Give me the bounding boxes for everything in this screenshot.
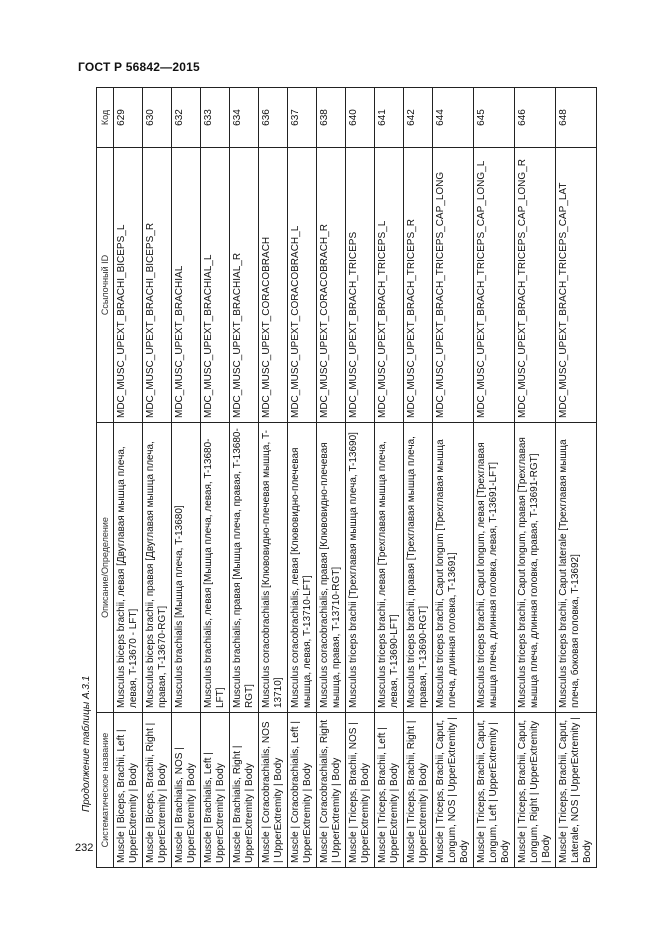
table-row: [259, 88, 288, 868]
description-cell: Musculus triceps brachii, Caput longum, левая [Трехглавая мышца плеча, длинная головка, левая, T-13691-LFT]: [474, 423, 515, 713]
description-cell: Musculus coracobrachialis [Клювовидно-плечевая мышца, T-13710]: [259, 423, 288, 713]
reference-id-cell: MDC_MUSC_UPEXT_BRACHIAL_R: [230, 148, 259, 423]
reference-id-cell: MDC_MUSC_UPEXT_BRACH_TRICEPS_CAP_LONG_R: [515, 148, 556, 423]
code-cell: 640: [346, 88, 375, 148]
code-cell: 648: [556, 88, 597, 148]
document-header: ГОСТ Р 56842—2015: [78, 60, 200, 74]
systematic-name-cell: Muscle | Triceps, Brachii, Left | UpperExtremity | Body: [375, 713, 404, 868]
code-cell: 641: [375, 88, 404, 148]
table-caption: Продолжение таблицы А.3.1: [81, 675, 92, 812]
table-header-row: [97, 88, 114, 868]
reference-id-cell: MDC_MUSC_UPEXT_BRACHIAL: [172, 148, 201, 423]
reference-id-cell: MDC_MUSC_UPEXT_CORACOBRACH_R: [317, 148, 346, 423]
systematic-name-cell: Muscle | Brachialis, Right | UpperExtremity | Body: [230, 713, 259, 868]
systematic-name-cell: Muscle | Triceps, Brachii, Right | UpperExtremity | Body: [404, 713, 433, 868]
systematic-name-cell: Muscle | Triceps, Brachii, NOS | UpperExtremity | Body: [346, 713, 375, 868]
rotated-table-wrapper: [96, 88, 593, 868]
code-cell: 630: [143, 88, 172, 148]
table-row: [143, 88, 172, 868]
description-cell: Musculus brachialis, правая [Мышца плеча, правая, T-13680-RGT]: [230, 423, 259, 713]
description-cell: Musculus triceps brachii, Caput longum, правая [Трехглавая мышца плеча, длинная головка, правая, T-13691-RGT]: [515, 423, 556, 713]
table-row: [474, 88, 515, 868]
systematic-name-cell: Muscle | Brachialis, NOS | UpperExtremity | Body: [172, 713, 201, 868]
reference-id-cell: MDC_MUSC_UPEXT_BRACH_TRICEPS: [346, 148, 375, 423]
code-cell: 634: [230, 88, 259, 148]
reference-id-cell: MDC_MUSC_UPEXT_BRACH_TRICEPS_L: [375, 148, 404, 423]
table-row: [515, 88, 556, 868]
systematic-name-cell: Muscle | Coracobrachialis, NOS | UpperExtremity | Body: [259, 713, 288, 868]
description-cell: Musculus triceps brachii [Трехглавая мышца плеча, T-13690]: [346, 423, 375, 713]
reference-id-cell: MDC_MUSC_UPEXT_CORACOBRACH: [259, 148, 288, 423]
code-cell: 637: [288, 88, 317, 148]
page-number: 232: [75, 842, 94, 854]
code-cell: 638: [317, 88, 346, 148]
systematic-name-cell: Muscle | Triceps, Brachii, Caput, Laterale, NOS | UpperExtremity | Body: [556, 713, 597, 868]
reference-id-cell: MDC_MUSC_UPEXT_CORACOBRACH_L: [288, 148, 317, 423]
table-row: [404, 88, 433, 868]
column-header-reference-id: Ссылочный ID: [97, 148, 114, 423]
code-cell: 629: [114, 88, 143, 148]
code-cell: 645: [474, 88, 515, 148]
description-cell: Musculus triceps brachii, правая [Трехглавая мышца плеча, правая, T-13690-RGT]: [404, 423, 433, 713]
table-row: [172, 88, 201, 868]
table-row: [114, 88, 143, 868]
table-row: [556, 88, 597, 868]
systematic-name-cell: Muscle | Brachialis, Left | UpperExtremity | Body: [201, 713, 230, 868]
description-cell: Musculus brachialis, левая [Мышца плеча, левая, T-13680-LFT]: [201, 423, 230, 713]
systematic-name-cell: Muscle | Coracobrachialis, Right | UpperExtremity | Body: [317, 713, 346, 868]
reference-id-cell: MDC_MUSC_UPEXT_BRACH_TRICEPS_CAP_LONG: [433, 148, 474, 423]
table-row: [346, 88, 375, 868]
table-row: [317, 88, 346, 868]
systematic-name-cell: Muscle | Triceps, Brachii, Caput, Longum, NOS | UpperExtremity | Body: [433, 713, 474, 868]
systematic-name-cell: Muscle | Coracobrachialis, Left | UpperExtremity | Body: [288, 713, 317, 868]
code-cell: 646: [515, 88, 556, 148]
systematic-name-cell: Muscle | Biceps, Brachii, Right | UpperExtremity | Body: [143, 713, 172, 868]
code-cell: 633: [201, 88, 230, 148]
table-row: [288, 88, 317, 868]
column-header-description: Описание/Определение: [97, 423, 114, 713]
description-cell: Musculus triceps brachii, Caput laterale [Трехглавая мышца плеча, боковая головка, T-13692]: [556, 423, 597, 713]
description-cell: Musculus triceps brachii, левая [Трехглавая мышца плеча, левая, T-13690-LFT]: [375, 423, 404, 713]
reference-id-cell: MDC_MUSC_UPEXT_BRACH_TRICEPS_CAP_LONG_L: [474, 148, 515, 423]
systematic-name-cell: Muscle | Triceps, Brachii, Caput, Longum, Right | UpperExtremity | Body: [515, 713, 556, 868]
column-header-code: Код: [97, 88, 114, 148]
description-cell: Musculus coracobrachialis, левая [Клювовидно-плечевая мышца, левая, T-13710-LFT]: [288, 423, 317, 713]
codes-table: [96, 87, 597, 868]
code-cell: 636: [259, 88, 288, 148]
reference-id-cell: MDC_MUSC_UPEXT_BRACH_TRICEPS_CAP_LAT: [556, 148, 597, 423]
reference-id-cell: MDC_MUSC_UPEXT_BRACHI_BICEPS_R: [143, 148, 172, 423]
reference-id-cell: MDC_MUSC_UPEXT_BRACHI_BICEPS_L: [114, 148, 143, 423]
systematic-name-cell: Muscle | Biceps, Brachii, Left | UpperExtremity | Body: [114, 713, 143, 868]
reference-id-cell: MDC_MUSC_UPEXT_BRACH_TRICEPS_R: [404, 148, 433, 423]
column-header-systematic-name: Систематическое название: [97, 713, 114, 868]
description-cell: Musculus biceps brachii, правая [Двуглавая мышца плеча, правая, T-13670-RGT]: [143, 423, 172, 713]
table-row: [375, 88, 404, 868]
code-cell: 644: [433, 88, 474, 148]
systematic-name-cell: Muscle | Triceps, Brachii, Caput, Longum, Left | UpperExtremity | Body: [474, 713, 515, 868]
code-cell: 642: [404, 88, 433, 148]
description-cell: Musculus biceps brachii, левая [Двуглавая мышца плеча, левая, T-13670 - LFT]: [114, 423, 143, 713]
table-row: [433, 88, 474, 868]
description-cell: Musculus brachialis [Мышца плеча, T-13680]: [172, 423, 201, 713]
code-cell: 632: [172, 88, 201, 148]
table-row: [230, 88, 259, 868]
description-cell: Musculus triceps brachii, Caput longum [Трехглавая мышца плеча, длинная головка, T-13691]: [433, 423, 474, 713]
reference-id-cell: MDC_MUSC_UPEXT_BRACHIAL_L: [201, 148, 230, 423]
description-cell: Musculus coracobrachialis, правая [Клювовидно-плечевая мышца, правая, T-13710-RGT]: [317, 423, 346, 713]
table-row: [201, 88, 230, 868]
